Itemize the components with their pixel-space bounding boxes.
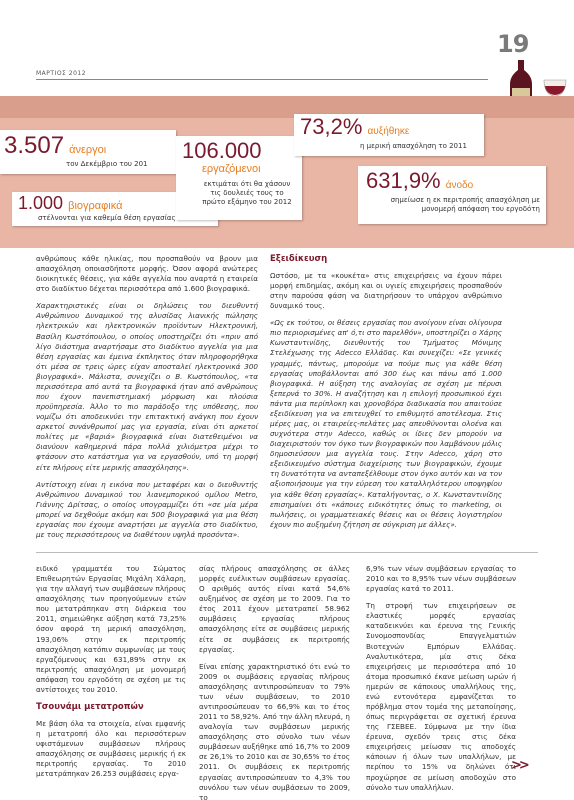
continue-arrow-icon: >>: [511, 758, 527, 773]
stat-rotation-note: σημείωσε η εκ περιτροπής απασχόληση με μονομερή απόφαση του εργοδότη: [390, 196, 540, 214]
paragraph: σίας πλήρους απασχόλησης σε άλλες μορφές ευέλικτων συμβάσεων εργασίας. Ο αριθμός αυτός είναι κατά 54,6% αυξημένος σε σχέση με το 2009. Για το έτος 2011 έχουν μετατραπεί 58.962 συμβάσεις εργασίας πλήρους απασχόλησης είτε σε συμβάσεις μερικής είτε σε συμβάσεις εκ περιτροπής εργασίας.: [199, 564, 350, 654]
paragraph: ανθρώπους κάθε ηλικίας, που προσπαθούν να βρουν μια απασχόληση οποιασδήποτε μορφής. Όσον αφορά ανώτερες διοικητικές θέσεις, για κάθε αγγελία που αναρτά η εταιρεία στο διαδίκτυο δέχεται περισσότερα από 1.600 βιογραφικά.: [36, 254, 258, 294]
paragraph: Χαρακτηριστικές είναι οι δηλώσεις του διευθυντή Ανθρώπινου Δυναμικού της αλυσίδας λιανικής πώλησης ηλεκτρικών και ηλεκτρονικών προϊόντων Ηλεκτρονική, Βασίλη Κωστόπουλου, ο οποίος υποστηρίζει ότι «πριν από λίγο διάστημα αναρτήσαμε στο διαδίκτυο αγγελία για μια θέση εργασίας και έμεινα έκπληκτος όταν πληροφορήθηκα ότι μέσα σε τρεις ώρες είχαν αποσταλεί ηλεκτρονικά 300 βιογραφικά». Μάλιστα, συνεχίζει ο Β. Κωστόπουλος, «τα περισσότερα από αυτά τα βιογραφικά ήταν από ανθρώπους που έχουν πανεπιστημιακή μόρφωση και πλούσια προϋπηρεσία. Άλλο το πιο παράδοξο της υπόθεσης, που νομίζω ότι αποδεικνύει την επιτακτική ανάγκη που έχουν αρκετοί συνάνθρωποί μας για εργασία, είναι ότι αρκετοί πολίτες με «βαριά» βιογραφικά είναι διατεθειμένοι να διανύουν καθημερινά πάρα πολλά χιλιόμετρα μέχρι το φτάσουν στο κατάστημα για να εργασθούν, υπό τη μορφή είτε πλήρους είτε μερικής απασχόλησης».: [36, 301, 258, 472]
section-heading: Τσουνάμι μετατροπών: [36, 702, 144, 713]
stat-unemployed: [0, 130, 176, 174]
paragraph: Με βάση όλα τα στοιχεία, είναι εμφανής η μετατροπή όλο και περισσότερων υφιστάμενων συμβάσεων πλήρους απασχόλησης σε συμβάσεις μερικής ή εκ περιτροπής εργασίας. Το 2010 μετατράπηκαν 26.253 συμβάσεις εργα-: [36, 718, 186, 779]
stat-workers-note: εκτιμάται ότι θα χάσουν τις δουλειές τους το πρώτο εξάμηνο του 2012: [202, 180, 292, 207]
lower-column-1: [36, 564, 186, 786]
stat-unemployed-value: 3.507: [4, 132, 65, 159]
lower-column-3: [366, 564, 516, 800]
stat-unemployed-label: άνεργοι: [69, 144, 107, 156]
paragraph: Αντίστοιχη είναι η εικόνα που μεταφέρει και ο διευθυντής Ανθρώπινου Δυναμικού του λιανεμπορικού ομίλου Metro, Γιάννης Δρίτσας, ο οποίος υπογραμμίζει ότι «σε μία μέρα μπορεί να δεχθούμε ακόμη και 500 βιογραφικά για μια θέση εργασίας που έχουμε αναρτήσει με αγγελία στο διαδίκτυο, με τους περισσότερους να διαθέτουν υψηλά προσόντα».: [36, 479, 258, 540]
section-divider: [36, 552, 538, 553]
stat-workers-value: 106.000: [182, 138, 262, 163]
stat-part-time-label: αυξήθηκε: [367, 126, 410, 137]
lower-column-2: [199, 564, 350, 800]
stat-part-time-value: 73,2%: [300, 114, 363, 139]
stat-rotation-label: άνοδο: [445, 180, 474, 191]
article-column-left: [36, 254, 258, 547]
header-rule: [36, 79, 488, 80]
paragraph: Ωστόσο, με τα «κουκέτα» στις επιχειρήσεις να έχουν πάρει μορφή επιδημίας, ακόμη και οι υγιείς επιχειρήσεις προσπαθούν στην παρούσα φάση να διατηρήσουν το υπάρχον ανθρώπινο δυναμικό τους.: [270, 270, 502, 311]
paragraph: «Ως εκ τούτου, οι θέσεις εργασίας που ανοίγουν είναι ολίγουρα πιο περιορισμένες απ' ό,τι στο παρελθόν», υποστηρίζει ο Χάρης Κωνσταντινίδης, διευθυντής του Τμήματος Μόνιμης Στελέχωσης της Adecco Ελλάδας. Και συνεχίζει: «Σε γενικές γραμμές, πάντως, μπορούμε να πούμε πως για κάθε θέση εργασίας υποβάλλονται από 300 έως και πάνω από 1.000 βιογραφικά. Η αύξηση της αναλογίας σε σχέση με πέρυσι ξεπερνά το 30%. Η αναζήτηση και η επιλογή προσωπικού έχει πάντα μια περίπλοκη και χρονοβόρα διαδικασία που απαιτούσε εξειδίκευση για να επιτευχθεί το επιθυμητό αποτέλεσμα. Στις μέρες μας, οι εταιρείες-πελάτες μας απευθύνονται ολοένα και συχνότερα στην Adecco, καθώς οι ίδιες δεν μπορούν να διαχειριστούν τον όγκο των βιογραφικών που λαμβάνουν μόλις δημοσιεύσουν μια αγγελία τους. Στην Adecco, χάρη στο εξειδικευμένο σύστημα διαχείρισης των βιογραφικών, έχουμε τη δυνατότητα να ανταπεξέλθουμε στον όγκο αυτόν και να τον αξιοποιήσουμε για την εύρεση του καταλληλότερου υποψηφίου για κάθε θέση εργασίας». Καταλήγοντας, ο Χ. Κωνσταντινίδης επισημαίνει ότι «κάποιες ειδικότητες όπως το marketing, οι πωλήσεις, οι γραμματειακές θέσεις και οι θέσεις λογιστηρίου έχουν πιο αυξημένη ζήτηση σε σύγκριση με άλλες».: [270, 318, 502, 529]
stat-unemployed-note: τον Δεκέμβριο του 201: [66, 160, 148, 168]
page-number: 19: [497, 30, 529, 58]
page-month: ΜΑΡΤΙΟΣ 2012: [36, 70, 87, 77]
stats-banner: [0, 96, 574, 248]
stat-part-time: [294, 114, 484, 156]
stat-rotation-value: 631,9%: [366, 168, 441, 193]
stat-workers: [176, 136, 302, 220]
banner-top-strip: [0, 96, 574, 118]
stat-resumes-value: 1.000: [18, 193, 64, 213]
stat-resumes-note: στέλνονται για καθεμία θέση εργασίας: [38, 214, 176, 222]
stat-part-time-note: η μερική απασχόληση το 2011: [360, 142, 467, 150]
paragraph: ειδικό γραμματέα του Σώματος Επιθεωρητών Εργασίας Μιχάλη Χάλαρη, για την αλλαγή των συμβάσεων πλήρους απασχόλησης των προηγούμενων ετών που μετατράπηκαν στη διάρκεια του 2011, σημειώθηκε αύξηση κατά 73,25% όσον αφορά τη μερική απασχόληση, 193,06% στην εκ περιτροπής απασχόληση κατόπιν συμφωνίας με τους εργαζόμενους και 631,89% στην εκ περιτροπής απασχόληση με μονομερή απόφαση του εργοδότη σε σχέση με τις αντίστοιχες του 2010.: [36, 564, 186, 694]
article-column-right: [270, 254, 502, 537]
stat-rotation: [358, 166, 546, 224]
paragraph: Τη στροφή των επιχειρήσεων σε ελαστικές μορφές εργασίας καταδεικνύει και έρευνα της Γενικής Συνομοσπονδίας Επαγγελματιών Βιοτεχνών Εμπόρων Ελλάδας. Αναλυτικότερα, μία στις δέκα επιχειρήσεις με περισσότερα από 10 άτομα προσωπικό έκανε μείωση ωρών ή ημερών σε κάποιους υπαλλήλους της, ενώ εντονότερα εμφανίζεται το πρόβλημα στον τομέα της μεταποίησης, όπως περιγράφεται σε σχετική έρευνα της ΓΣΕΒΕΕ. Σύμφωνα με την ίδια έρευνα, σχεδόν τρεις στις δέκα επιχειρήσεις μείωσαν τις αποδοχές κάποιων ή όλων των υπαλλήλων, με περίπου το 15% να δηλώνει ότι προχώρησε σε μείωση αποδοχών στο σύνολο των υπαλλήλων.: [366, 601, 516, 792]
paragraph: Είναι επίσης χαρακτηριστικό ότι ενώ το 2009 οι συμβάσεις εργασίας πλήρους απασχόλησης αντιπροσώπευαν το 79% των νέων συμβάσεων, το 2010 αντιπροσώπευαν το 66,9% και το έτος 2011 το 58,92%. Από την άλλη πλευρά, η αναλογία των συμβάσεων μερικής απασχόλησης στο σύνολο των νέων συμβάσεων αυξήθηκε από 16,7% το 2009 σε 26,1% το 2010 και σε 30,65% το έτος 2011. Οι συμβάσεις εκ περιτροπής εργασίας αντιπροσώπευαν το 4,3% του συνόλου των νέων συμβάσεων το 2009, το: [199, 661, 350, 800]
section-heading: Εξειδίκευση: [270, 254, 328, 264]
stat-resumes-label: βιογραφικά: [68, 200, 123, 212]
paragraph: 6,9% των νέων συμβάσεων εργασίας το 2010 και το 8,95% των νέων συμβάσεων εργασίας κατά το 2011.: [366, 564, 516, 594]
stat-workers-label: εργαζόμενοι: [202, 163, 261, 175]
